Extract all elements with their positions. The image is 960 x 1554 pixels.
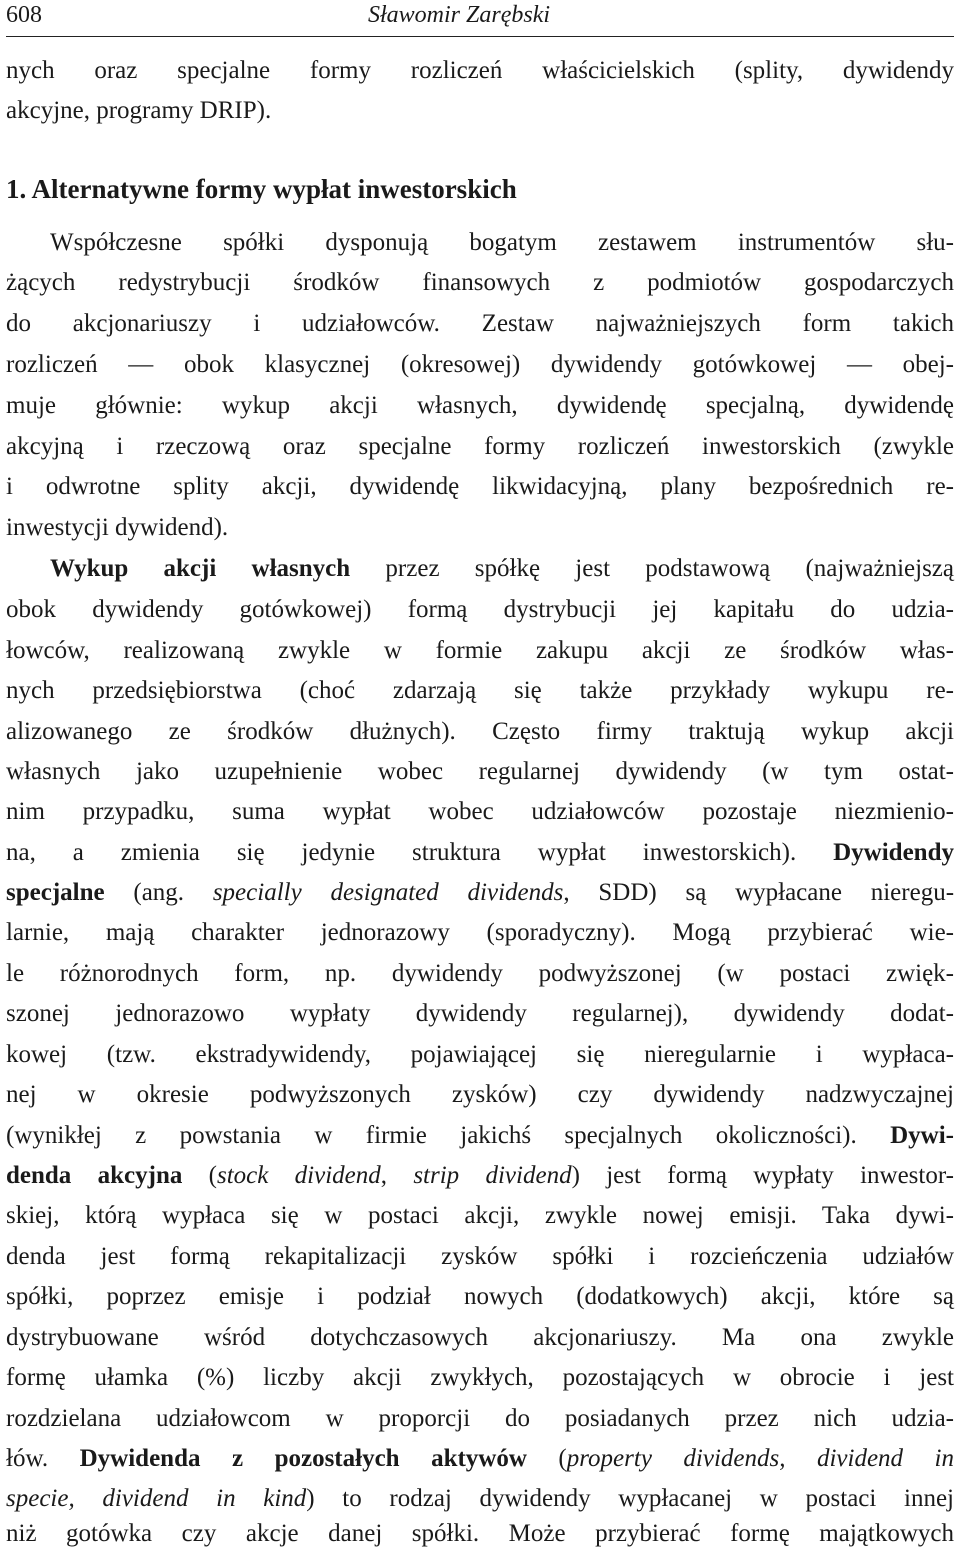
text-line: dystrybuowane wśród dotychczasowych akcjonariuszy. Ma ona zwykle <box>6 1324 954 1351</box>
text-line: szonej jednorazowo wypłaty dywidendy regularnej), dywidendy dodat- <box>6 1000 954 1027</box>
text-line: żących redystrybucji środków finansowych z podmiotów gospodarczych <box>6 269 954 296</box>
text-line: le różnorodnych form, np. dywidendy podwyższonej (w postaci zwięk- <box>6 960 954 987</box>
text-line <box>6 1444 954 1474</box>
text-span: , <box>380 1162 414 1189</box>
text-span: łów. <box>6 1445 80 1472</box>
text-line <box>6 838 954 868</box>
term-italic: property dividends, dividend in <box>566 1445 954 1472</box>
text-line: akcyjne, programy DRIP). <box>6 97 272 124</box>
term-bold: Dywidendy <box>833 839 954 866</box>
term-bold: specjalne <box>6 879 105 906</box>
text-span: ) to rodzaj dywidendy wypłacanej w postaci innej <box>306 1485 954 1512</box>
text-line: nej w okresie podwyższonych zysków) czy dywidendy nadzwyczajnej <box>6 1081 954 1108</box>
text-line: nych przedsiębiorstwa (choć zdarzają się także przykłady wykupu re- <box>6 677 954 704</box>
text-span: ( <box>182 1162 217 1189</box>
text-span: przez spółkę jest podstawową (najważniejszą <box>350 555 955 582</box>
term-bold: Dywi- <box>890 1122 954 1149</box>
text-line: kowej (tzw. ekstradywidendy, pojawiającej się nieregularnie i wypłaca- <box>6 1041 954 1068</box>
text-line: inwestycji dywidend). <box>6 514 229 541</box>
text-line: własnych jako uzupełnienie wobec regularnej dywidendy (w tym ostat- <box>6 758 954 785</box>
text-line: alizowanego ze środków dłużnych). Często firmy traktują wykup akcji <box>6 718 954 745</box>
text-line: łowców, realizowaną zwykle w formie zakupu akcji ze środków włas- <box>6 637 954 664</box>
text-line: denda jest formą rekapitalizacji zysków spółki i rozcieńczenia udziałów <box>6 1243 954 1270</box>
text-line <box>6 1484 954 1514</box>
text-line: rozliczeń — obok klasycznej (okresowej) dywidendy gotówkowej — obej- <box>6 351 954 378</box>
text-line: i odwrotne splity akcji, dywidendę likwidacyjną, plany bezpośrednich re- <box>6 473 954 500</box>
text-span: , SDD) są wypłacane nieregu- <box>563 879 955 906</box>
term-bold: denda akcyjna <box>6 1162 183 1189</box>
text-line: skiej, którą wypłaca się w postaci akcji, zwykle nowej emisji. Taka dywi- <box>6 1202 954 1229</box>
term-bold: Dywidenda z pozostałych aktywów <box>79 1445 527 1472</box>
section-number: 1. <box>6 174 27 204</box>
text-line: Współczesne spółki dysponują bogatym zestawem instrumentów słu- <box>50 229 954 256</box>
text-line: nim przypadku, suma wypłat wobec udziałowców pozostaje niezmienio- <box>6 798 954 825</box>
text-line: nych oraz specjalne formy rozliczeń właścicielskich (splity, dywidendy <box>6 57 954 84</box>
section-heading <box>6 174 954 204</box>
text-line: obok dywidendy gotówkowej) formą dystrybucji jej kapitału do udzia- <box>6 596 954 623</box>
text-line <box>6 1161 954 1191</box>
running-header <box>6 0 954 37</box>
term-italic: specie, dividend in kind <box>6 1485 307 1512</box>
term-bold: Wykup akcji własnych <box>50 555 351 582</box>
text-line: rozdzielana udziałowcom w proporcji do posiadanych przez nich udzia- <box>6 1405 954 1432</box>
text-line: larnie, mają charakter jednorazowy (sporadyczny). Mogą przybierać wie- <box>6 919 954 946</box>
text-span: (ang. <box>104 879 213 906</box>
text-line <box>6 554 954 584</box>
text-line: muje głównie: wykup akcji własnych, dywidendę specjalną, dywidendę <box>6 392 954 419</box>
text-line: akcyjną i rzeczową oraz specjalne formy rozliczeń inwestorskich (zwykle <box>6 433 954 460</box>
text-span: na, a zmienia się jedynie struktura wypłat inwestorskich). <box>6 839 834 866</box>
text-line <box>6 878 954 908</box>
page-number: 608 <box>6 2 42 28</box>
text-line: spółki, poprzez emisje i podział nowych (dodatkowych) akcji, które są <box>6 1283 954 1310</box>
text-line: formę ułamka (%) liczby akcji zwykłych, pozostających w obrocie i jest <box>6 1364 954 1391</box>
running-head-author: Sławomir Zarębski <box>368 2 551 28</box>
text-span: (wynikłej z powstania w firmie jakichś specjalnych okoliczności). <box>6 1122 891 1149</box>
term-italic: specially designated dividends <box>212 879 564 906</box>
text-line <box>6 1121 954 1151</box>
text-line: niż gotówka czy akcje danej spółki. Może przybierać formę majątkowych <box>6 1520 954 1547</box>
term-italic: strip dividend <box>413 1162 572 1189</box>
text-span: ) jest formą wypłaty inwestor- <box>571 1162 955 1189</box>
text-line: do akcjonariuszy i udziałowców. Zestaw najważniejszych form takich <box>6 310 954 337</box>
section-title: Alternatywne formy wypłat inwestorskich <box>31 174 517 204</box>
text-span: ( <box>526 1445 567 1472</box>
term-italic: stock dividend <box>217 1162 381 1189</box>
